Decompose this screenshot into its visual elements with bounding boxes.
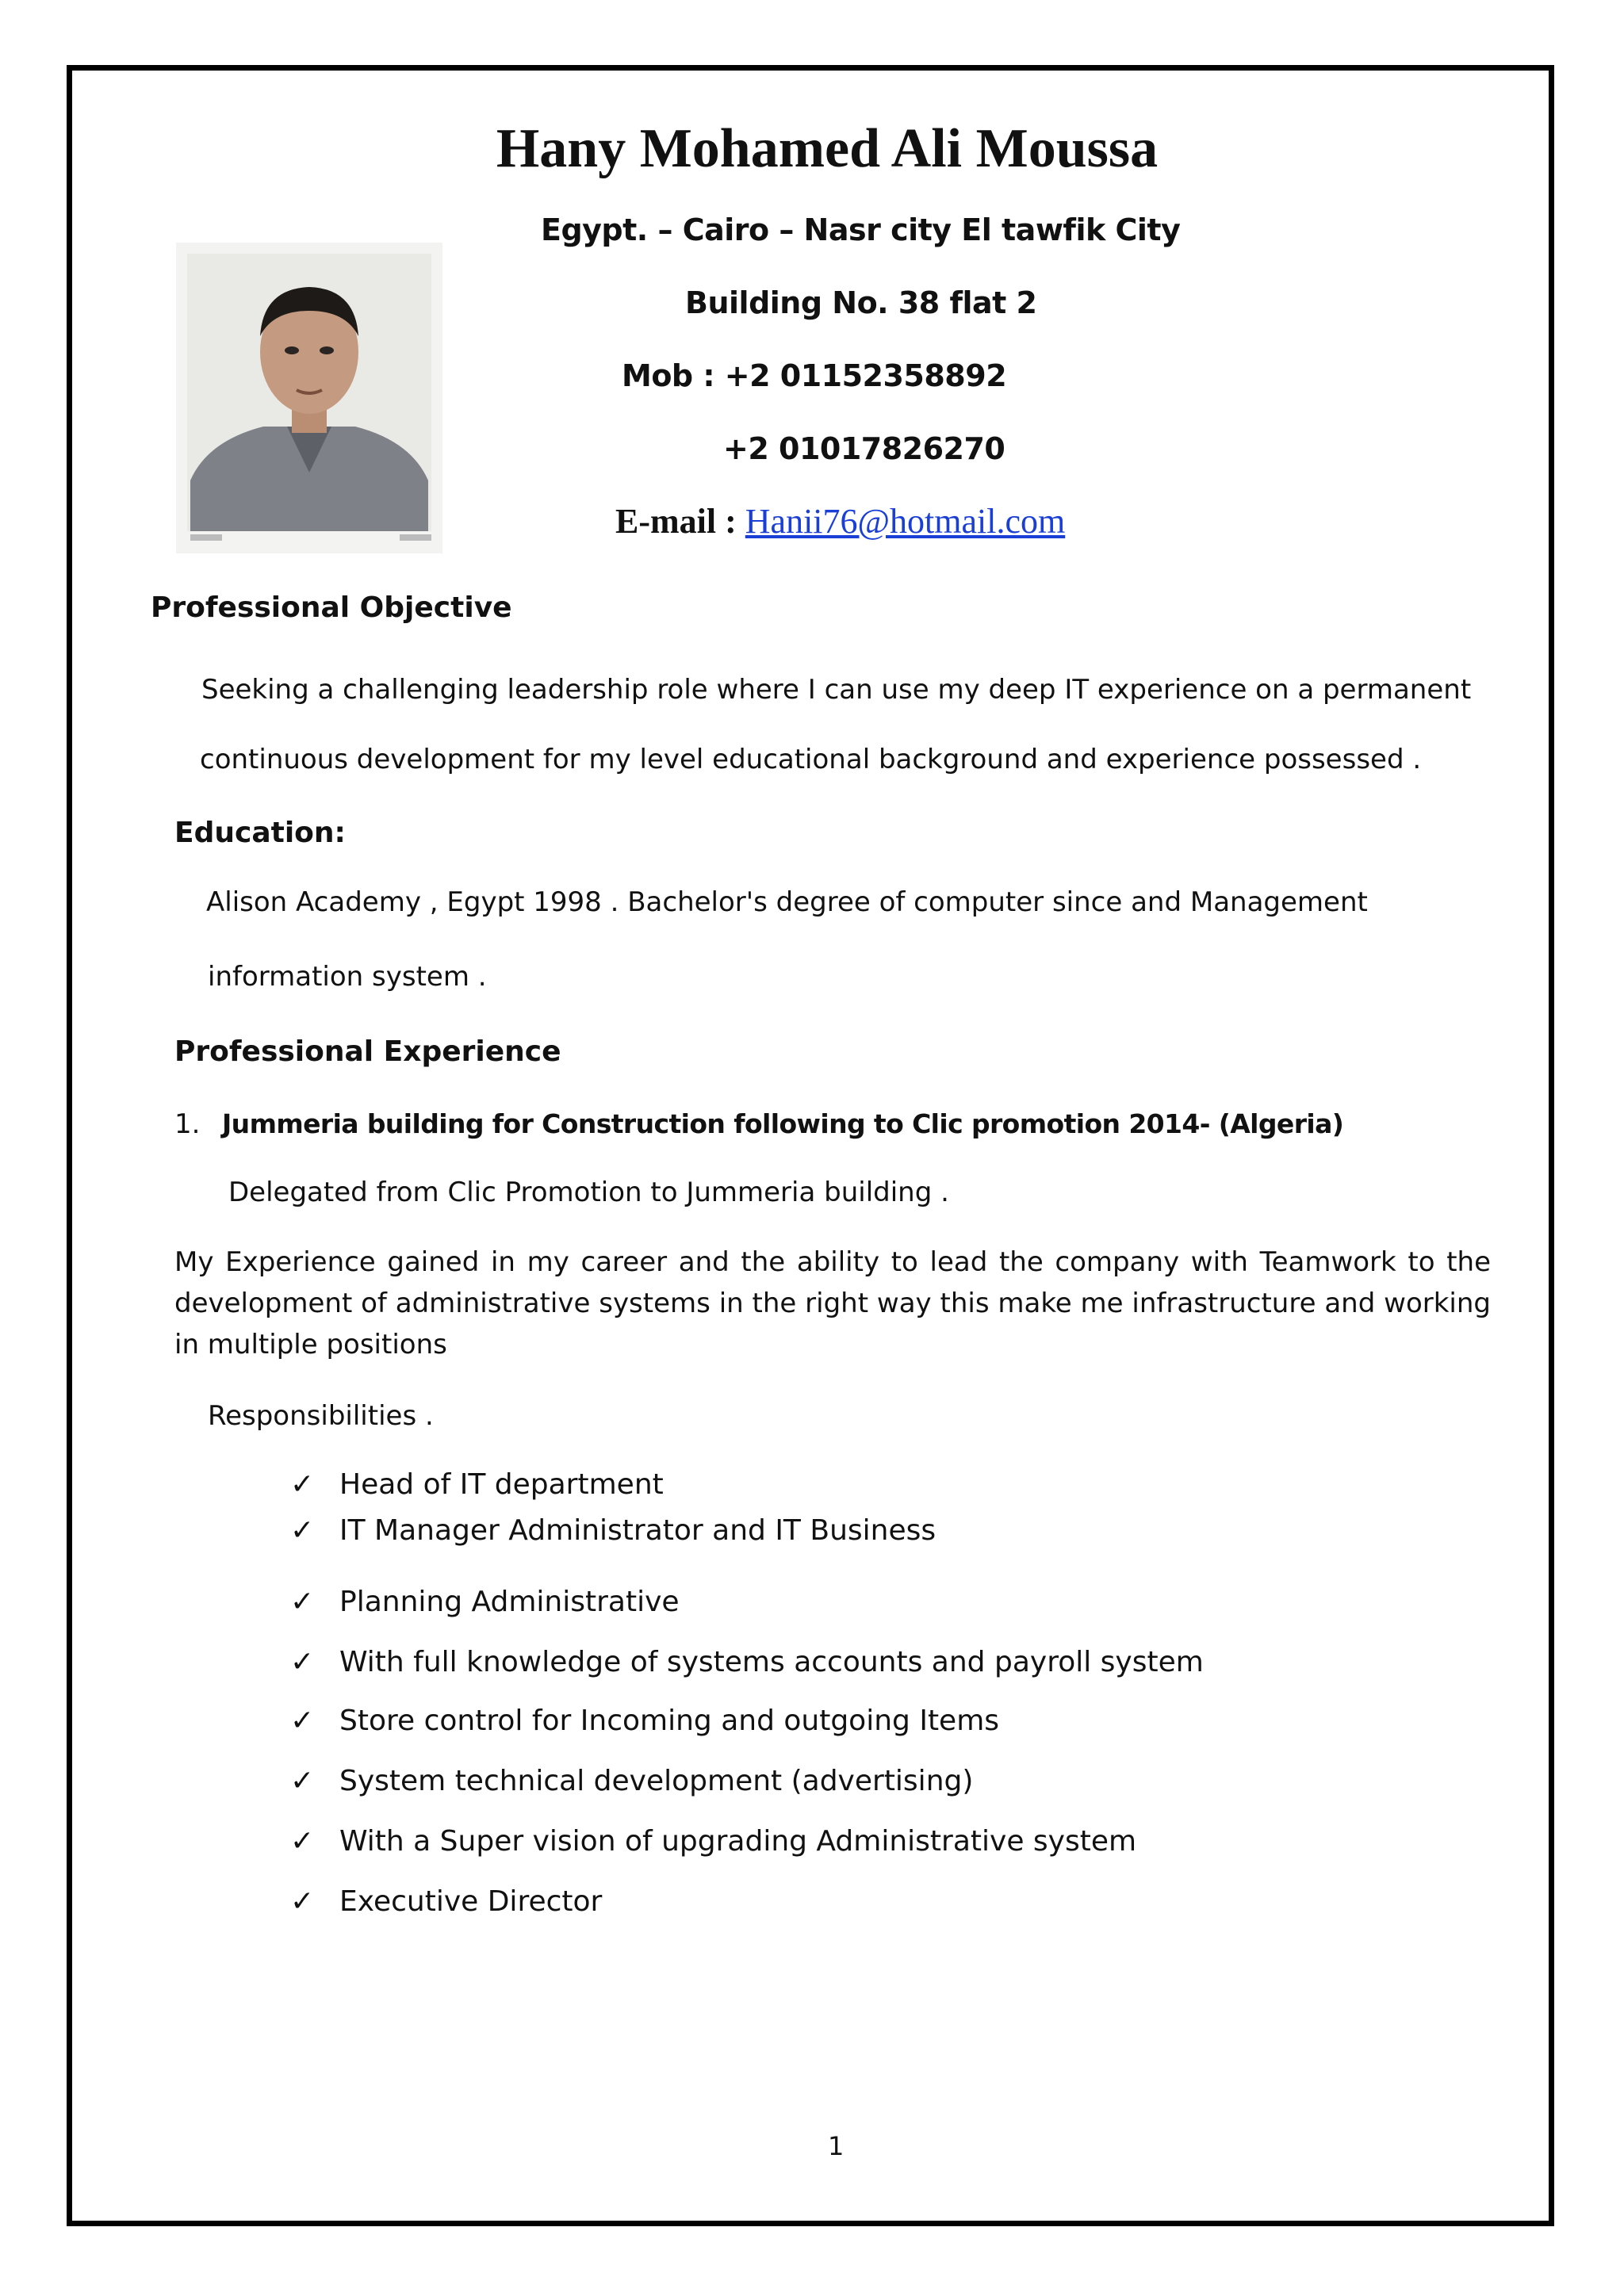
responsibility-text: Store control for Incoming and outgoing Items (339, 1705, 1000, 1737)
list-item (290, 1885, 602, 1918)
checkmark-icon: ✓ (290, 1885, 315, 1918)
list-item (290, 1825, 1136, 1858)
email-label: E-mail : (615, 502, 737, 541)
list-item (290, 1514, 936, 1547)
list-item (290, 1586, 680, 1618)
objective-heading: Professional Objective (151, 591, 512, 624)
checkmark-icon: ✓ (290, 1765, 315, 1797)
responsibilities-label: Responsibilities . (208, 1400, 434, 1432)
checkmark-icon: ✓ (290, 1825, 315, 1858)
page-number: 1 (828, 2131, 845, 2161)
education-line-1: Alison Academy , Egypt 1998 . Bachelor's degree of computer since and Management (206, 886, 1368, 918)
checkmark-icon: ✓ (290, 1586, 315, 1618)
objective-line-1: Seeking a challenging leadership role where I can use my deep IT experience on a permanent (201, 674, 1472, 706)
candidate-name: Hany Mohamed Ali Moussa (496, 118, 1159, 179)
mobile-line-1: Mob : +2 01152358892 (622, 358, 1007, 393)
mobile-line-2: +2 01017826270 (723, 431, 1005, 466)
delegated-line: Delegated from Clic Promotion to Jummeria building . (228, 1177, 949, 1208)
objective-line-2: continuous development for my level educational background and experience possessed . (200, 744, 1422, 775)
list-item (290, 1468, 664, 1501)
education-line-2: information system . (208, 961, 487, 993)
email-row (615, 501, 1065, 541)
address-line-1: Egypt. – Cairo – Nasr city El tawfik City (541, 212, 1181, 247)
education-heading: Education: (174, 817, 346, 849)
responsibility-text: Head of IT department (339, 1468, 664, 1501)
responsibility-text: With full knowledge of systems accounts and payroll system (339, 1646, 1204, 1678)
job-number: 1. (174, 1108, 201, 1140)
checkmark-icon: ✓ (290, 1646, 315, 1678)
checkmark-icon: ✓ (290, 1514, 315, 1547)
list-item (290, 1765, 973, 1797)
experience-heading: Professional Experience (174, 1035, 561, 1068)
experience-summary: My Experience gained in my career and the ability to lead the company with Teamwork to the development of administrative systems in the right way this make me infrastructure and working in multiple positions (174, 1246, 1491, 1360)
list-item (290, 1646, 1204, 1678)
checkmark-icon: ✓ (290, 1705, 315, 1737)
email-link[interactable]: Hanii76@hotmail.com (745, 502, 1066, 541)
address-line-2: Building No. 38 flat 2 (685, 285, 1037, 320)
responsibility-text: System technical development (advertising) (339, 1765, 974, 1797)
list-item (290, 1705, 999, 1737)
responsibility-text: IT Manager Administrator and IT Business (339, 1514, 936, 1547)
job-title: Jummeria building for Construction following to Clic promotion 2014- (Algeria) (222, 1108, 1344, 1139)
responsibility-text: Executive Director (339, 1885, 603, 1918)
responsibility-text: With a Super vision of upgrading Administrative system (339, 1825, 1137, 1858)
checkmark-icon: ✓ (290, 1468, 315, 1501)
profile-photo (176, 243, 442, 553)
responsibility-text: Planning Administrative (339, 1586, 680, 1618)
